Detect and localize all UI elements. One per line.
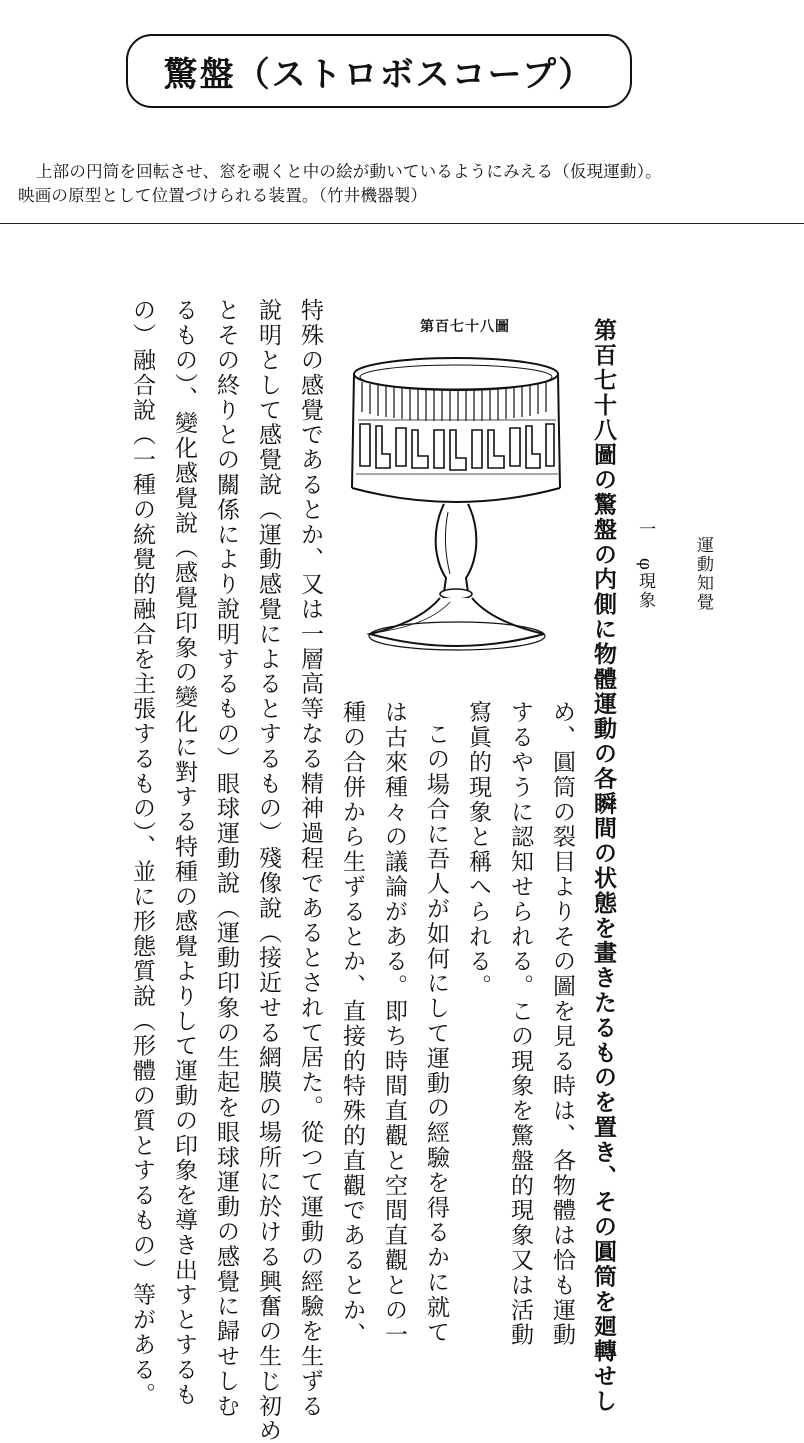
section-subheading: 一 φ現象 bbox=[635, 520, 655, 610]
section-heading: 運動知覺 bbox=[693, 536, 713, 612]
body-column-3: するやうに認知せられる。この現象を驚盤的現象又は活動 bbox=[507, 700, 533, 1348]
body-column-2: め、圓筒の裂目よりその圖を見る時は、各物體は恰も運動 bbox=[549, 700, 575, 1348]
body-column-8: 特殊の感覺であるとか、又は一層高等なる精神過程であるとされて居た。從つて運動の經驗を生ずる bbox=[297, 298, 323, 1419]
body-column-12: の）融合說（一種の統覺的融合を主張するもの）、並に形態質說（形體の質とするもの）等がある。 bbox=[129, 298, 155, 1407]
caption-line-1: 上部の円筒を回転させ、窓を覗くと中の絵が動いているようにみえる（仮現運動）。 bbox=[36, 162, 662, 181]
divider bbox=[0, 223, 804, 224]
body-column-4: 寫眞的現象と稱へられる。 bbox=[465, 700, 491, 999]
photo-caption bbox=[18, 160, 798, 208]
body-column-10: とその終りとの關係により說明するもの）眼球運動說（運動印象の生起を眼球運動の感覺に歸せしむ bbox=[213, 298, 239, 1419]
body-column-7: 種の合併から生ずるとか、直接的特殊的直觀であるとか、 bbox=[339, 700, 365, 1348]
body-column-9: 說明として感覺說（運動感覺によるとするもの）殘像說（接近せる網膜の場所に於ける興奮の生じ初め bbox=[255, 298, 281, 1443]
zoetrope-illustration bbox=[340, 352, 580, 672]
body-column-6: は古來種々の議論がある。即ち時間直觀と空間直觀との一 bbox=[381, 700, 407, 1348]
body-column-5: この場合に吾人が如何にして運動の經驗を得るかに就て bbox=[423, 722, 449, 1345]
figure-label: 第百七十八圖 bbox=[420, 319, 510, 335]
body-column-1: 第百七十八圖の驚盤の内側に物體運動の各瞬間の状態を畫きたるものを置き、その圓筒を廻轉せし bbox=[590, 318, 617, 1414]
page-title: 驚盤（ストロボスコープ） bbox=[126, 34, 632, 108]
body-column-11: るもの）、變化感覺說（感覺印象の變化に對する特種の感覺よりして運動の印象を導き出すとするも bbox=[171, 298, 197, 1407]
caption-line-2: 映画の原型として位置づけられる装置。（竹井機器製） bbox=[18, 186, 428, 205]
